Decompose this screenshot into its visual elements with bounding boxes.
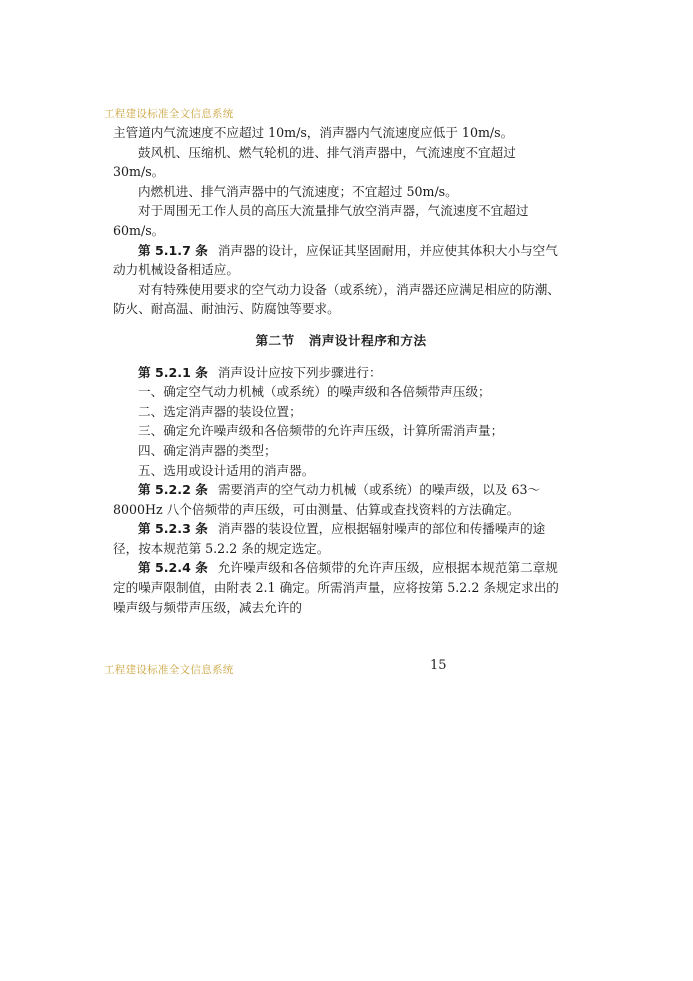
- list-item: 二、选定消声器的装设位置；: [138, 403, 302, 419]
- article-5-2-1: [113, 363, 569, 383]
- article-5-2-3: [113, 519, 569, 558]
- article-text: 消声器的装设位置，应根据辐射噪声的部位和传播噪声的途径，按本规范第 5.2.2 条的规定选定。: [113, 521, 546, 556]
- article-text: 需要消声的空气动力机械（或系统）的噪声级，以及 63～8000Hz 八个倍频带的声压级，可由测量、估算或查找资料的方法确定。: [113, 482, 541, 517]
- paragraph-blower-velocity: 鼓风机、压缩机、燃气轮机的进、排气消声器中，气流速度不宜超过 30m/s。: [113, 144, 516, 180]
- paragraph-vent-velocity: 对于周围无工作人员的高压大流量排气放空消声器，气流速度不宜超过 60m/s。: [113, 203, 529, 238]
- article-text: 消声设计应按下列步骤进行：: [217, 364, 382, 380]
- article-number: 第 5.2.2 条: [138, 482, 208, 498]
- paragraph-main-duct-velocity: 主管道内气流速度不应超过 10m/s，消声器内气流速度应低于 10m/s。: [113, 125, 514, 140]
- list-item: 三、确定允许噪声级和各倍频带的允许声压级，计算所需消声量；: [138, 423, 504, 439]
- paragraph-special-requirements: 对有特殊使用要求的空气动力设备（或系统），消声器还应满足相应的防潮、防火、耐高温、耐油污、防腐蚀等要求。: [113, 281, 560, 317]
- article-number: 第 5.2.3 条: [138, 521, 208, 537]
- article-number: 第 5.2.1 条: [138, 364, 208, 380]
- article-number: 第 5.2.4 条: [138, 560, 208, 576]
- list-item: 一、确定空气动力机械（或系统）的噪声级和各倍频带声压级；: [138, 384, 491, 400]
- list-item: 四、确定消声器的类型；: [138, 442, 277, 458]
- article-text: 允许噪声级和各倍频带的允许声压级，应根据本规范第二章规定的噪声限制值，由附表 2.1 确定。所需消声量，应将按第 5.2.2 条规定求出的噪声级与频带声压级，减去允许的: [113, 560, 559, 615]
- footer-watermark: 工程建设标准全文信息系统: [104, 664, 234, 676]
- article-5-1-7: [113, 241, 569, 280]
- paragraph-engine-velocity: 内燃机进、排气消声器中的气流速度；不宜超过 50m/s。: [138, 183, 458, 199]
- section-name: 消声设计程序和方法: [308, 332, 427, 348]
- header-watermark: 工程建设标准全文信息系统: [104, 108, 234, 120]
- list-item: 五、选用或设计适用的消声器。: [138, 462, 315, 478]
- page-body: [113, 123, 569, 617]
- article-5-2-2: [113, 480, 569, 519]
- page-number: 15: [430, 658, 447, 673]
- article-text: 消声器的设计，应保证其坚固耐用，并应使其体积大小与空气动力机械设备相适应。: [113, 242, 558, 278]
- section-heading: [113, 331, 569, 351]
- article-5-2-4: [113, 558, 569, 617]
- section-number: 第二节: [255, 332, 295, 348]
- article-number: 第 5.1.7 条: [138, 242, 208, 258]
